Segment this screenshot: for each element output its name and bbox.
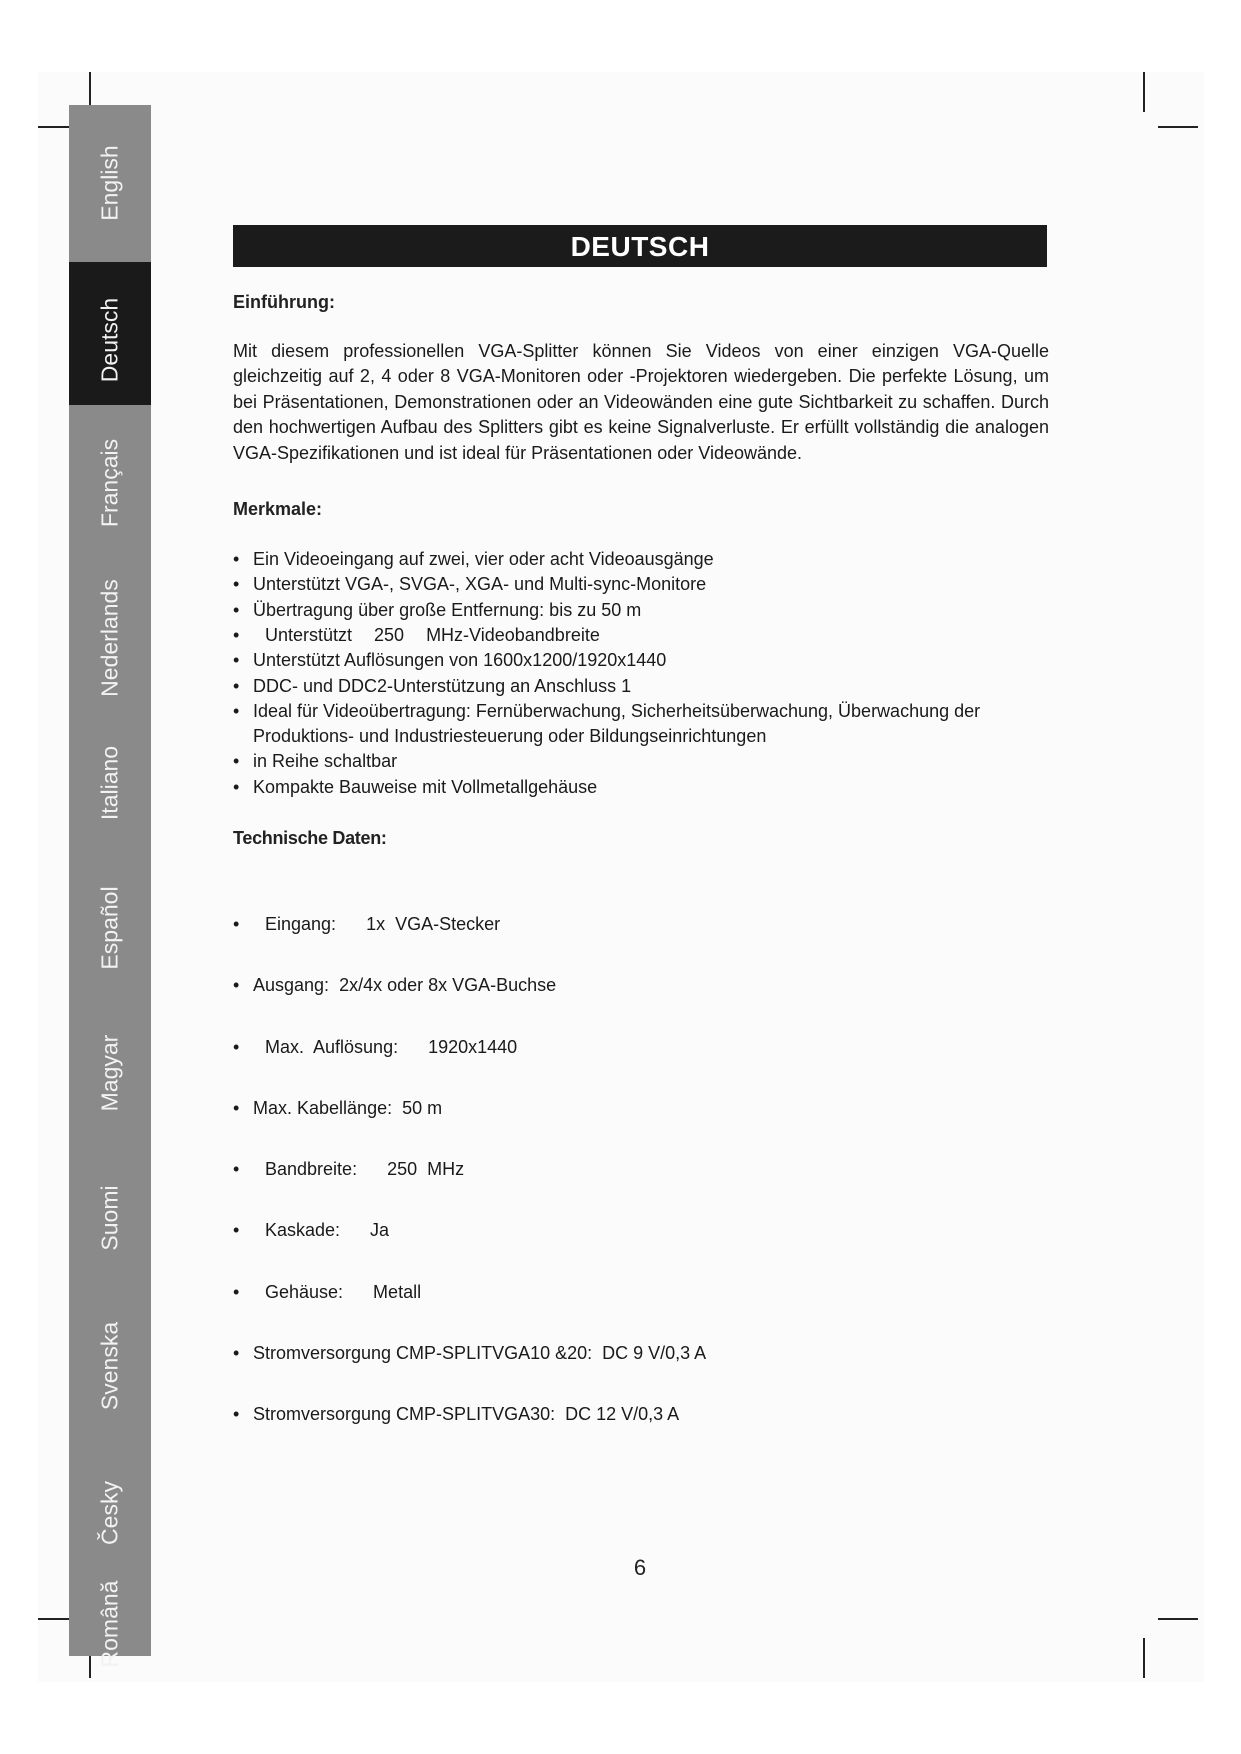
list-item bbox=[233, 775, 1049, 800]
lang-label: Česky bbox=[96, 1480, 123, 1545]
lang-label: Español bbox=[96, 885, 123, 970]
lang-tab-italiano[interactable] bbox=[69, 705, 151, 860]
list-item bbox=[233, 1341, 1049, 1366]
lang-tab-francais[interactable] bbox=[69, 405, 151, 560]
lang-tab-svenska[interactable] bbox=[69, 1288, 151, 1443]
bullet-icon: • bbox=[233, 914, 240, 934]
main-content bbox=[233, 225, 1049, 1464]
lang-label: Deutsch bbox=[96, 297, 123, 382]
crop-mark-br-h bbox=[1158, 1618, 1198, 1620]
language-sidebar bbox=[69, 105, 151, 1668]
bullet-icon: • bbox=[233, 776, 240, 797]
lang-tab-cesky[interactable] bbox=[69, 1435, 151, 1590]
lang-tab-english[interactable] bbox=[69, 105, 151, 260]
intro-heading: Einführung: bbox=[233, 292, 335, 312]
bullet-icon: • bbox=[233, 1097, 240, 1118]
lang-label: Italiano bbox=[96, 745, 123, 820]
feature-text: DDC- und DDC2-Unterstützung an Anschluss 1 bbox=[253, 675, 632, 696]
lang-tab-deutsch[interactable] bbox=[69, 262, 151, 417]
bullet-icon: • bbox=[233, 549, 240, 570]
list-item bbox=[233, 674, 1049, 699]
feature-text: Unterstützt VGA-, SVGA-, XGA- und Multi-sync-Monitore bbox=[253, 574, 707, 595]
specs-heading: Technische Daten: bbox=[233, 828, 387, 848]
list-item bbox=[233, 973, 1049, 998]
page-number: 6 bbox=[633, 1555, 647, 1580]
list-item bbox=[233, 547, 1049, 572]
list-item bbox=[233, 1035, 1049, 1060]
bullet-icon: • bbox=[233, 574, 240, 595]
spec-text: Ausgang: 2x/4x oder 8x VGA-Buchse bbox=[253, 975, 557, 996]
feature-text: Unterstützt 250 MHz-Videobandbreite bbox=[265, 624, 600, 645]
list-item bbox=[233, 1218, 1049, 1243]
bullet-icon: • bbox=[233, 599, 240, 620]
lang-label: Română bbox=[96, 1580, 123, 1668]
list-item bbox=[233, 912, 1049, 937]
list-item bbox=[233, 1157, 1049, 1182]
list-item bbox=[233, 623, 1049, 648]
bullet-icon: • bbox=[233, 624, 240, 645]
feature-text: Ein Videoeingang auf zwei, vier oder acht Videoausgänge bbox=[253, 549, 714, 570]
crop-mark-tr-v bbox=[1143, 72, 1145, 112]
lang-tab-romana[interactable] bbox=[69, 1575, 151, 1668]
feature-text: in Reihe schaltbar bbox=[253, 751, 398, 772]
spec-text: Stromversorgung CMP-SPLITVGA10 &20: DC 9 V/0,3 A bbox=[253, 1343, 707, 1364]
spec-text: Max. Auflösung: 1920x1440 bbox=[265, 1036, 518, 1057]
list-item bbox=[233, 699, 1049, 750]
features-heading: Merkmale: bbox=[233, 499, 323, 520]
list-item bbox=[233, 749, 1049, 774]
feature-text: Ideal für Videoübertragung: Fernüberwachung, Sicherheitsüberwachung, Überwachung der Produktions- und Industriesteuerung oder Bildungseinrichtungen bbox=[253, 700, 981, 747]
list-item bbox=[233, 648, 1049, 673]
spec-text: Max. Kabellänge: 50 m bbox=[253, 1097, 443, 1118]
list-item bbox=[233, 1402, 1049, 1427]
bullet-icon: • bbox=[233, 650, 240, 671]
bullet-icon: • bbox=[233, 1343, 240, 1364]
feature-text: Übertragung über große Entfernung: bis zu 50 m bbox=[253, 599, 642, 620]
spec-text: Kaskade: Ja bbox=[265, 1220, 390, 1241]
feature-text: Kompakte Bauweise mit Vollmetallgehäuse bbox=[253, 776, 598, 797]
feature-text: Unterstützt Auflösungen von 1600x1200/1920x1440 bbox=[253, 650, 667, 671]
spec-text: Eingang: 1x VGA-Stecker bbox=[265, 914, 501, 934]
lang-label: Magyar bbox=[96, 1034, 123, 1111]
bullet-icon: • bbox=[233, 700, 240, 721]
spec-text: Bandbreite: 250 MHz bbox=[265, 1159, 465, 1180]
list-item bbox=[233, 572, 1049, 597]
lang-label: English bbox=[96, 144, 123, 221]
lang-tab-magyar[interactable] bbox=[69, 995, 151, 1150]
page-title: DEUTSCH bbox=[233, 225, 1047, 267]
lang-label: Nederlands bbox=[96, 578, 123, 697]
spec-text: Stromversorgung CMP-SPLITVGA30: DC 12 V/0,3 A bbox=[253, 1404, 680, 1425]
bullet-icon: • bbox=[233, 675, 240, 696]
features-list bbox=[233, 547, 1049, 800]
spec-text: Gehäuse: Metall bbox=[265, 1281, 422, 1302]
list-item bbox=[233, 1096, 1049, 1121]
bullet-icon: • bbox=[233, 1036, 240, 1057]
list-item bbox=[233, 1280, 1049, 1305]
intro-paragraph: Mit diesem professionellen VGA-Splitter können Sie Videos von einer einzigen VGA-Quelle gleichzeitig auf 2, 4 oder 8 VGA-Monitoren oder -Projektoren wiedergeben. Die perfekte Lösung, um bei Präsentationen, Demonstrationen oder an Videowänden eine gute Sichtbarkeit zu schaffen. Durch den hochwertigen Aufbau des Splitters gibt es keine Signalverluste. Er erfüllt vollständig die analogen VGA-Spezifikationen und ist ideal für Präsentationen oder Videowände. bbox=[233, 341, 1049, 463]
bullet-icon: • bbox=[233, 1281, 240, 1302]
bullet-icon: • bbox=[233, 1159, 240, 1180]
list-item bbox=[233, 598, 1049, 623]
bullet-icon: • bbox=[233, 1404, 240, 1425]
lang-label: Français bbox=[96, 438, 123, 527]
lang-tab-nederlands[interactable] bbox=[69, 560, 151, 715]
specs-list bbox=[233, 876, 1049, 1464]
lang-tab-espanol[interactable] bbox=[69, 850, 151, 1005]
lang-tab-suomi[interactable] bbox=[69, 1140, 151, 1295]
lang-label: Svenska bbox=[96, 1321, 123, 1410]
bullet-icon: • bbox=[233, 975, 240, 996]
crop-mark-br-v bbox=[1143, 1638, 1145, 1678]
lang-label: Suomi bbox=[96, 1184, 123, 1251]
bullet-icon: • bbox=[233, 751, 240, 772]
crop-mark-tr-h bbox=[1158, 126, 1198, 128]
bullet-icon: • bbox=[233, 1220, 240, 1241]
